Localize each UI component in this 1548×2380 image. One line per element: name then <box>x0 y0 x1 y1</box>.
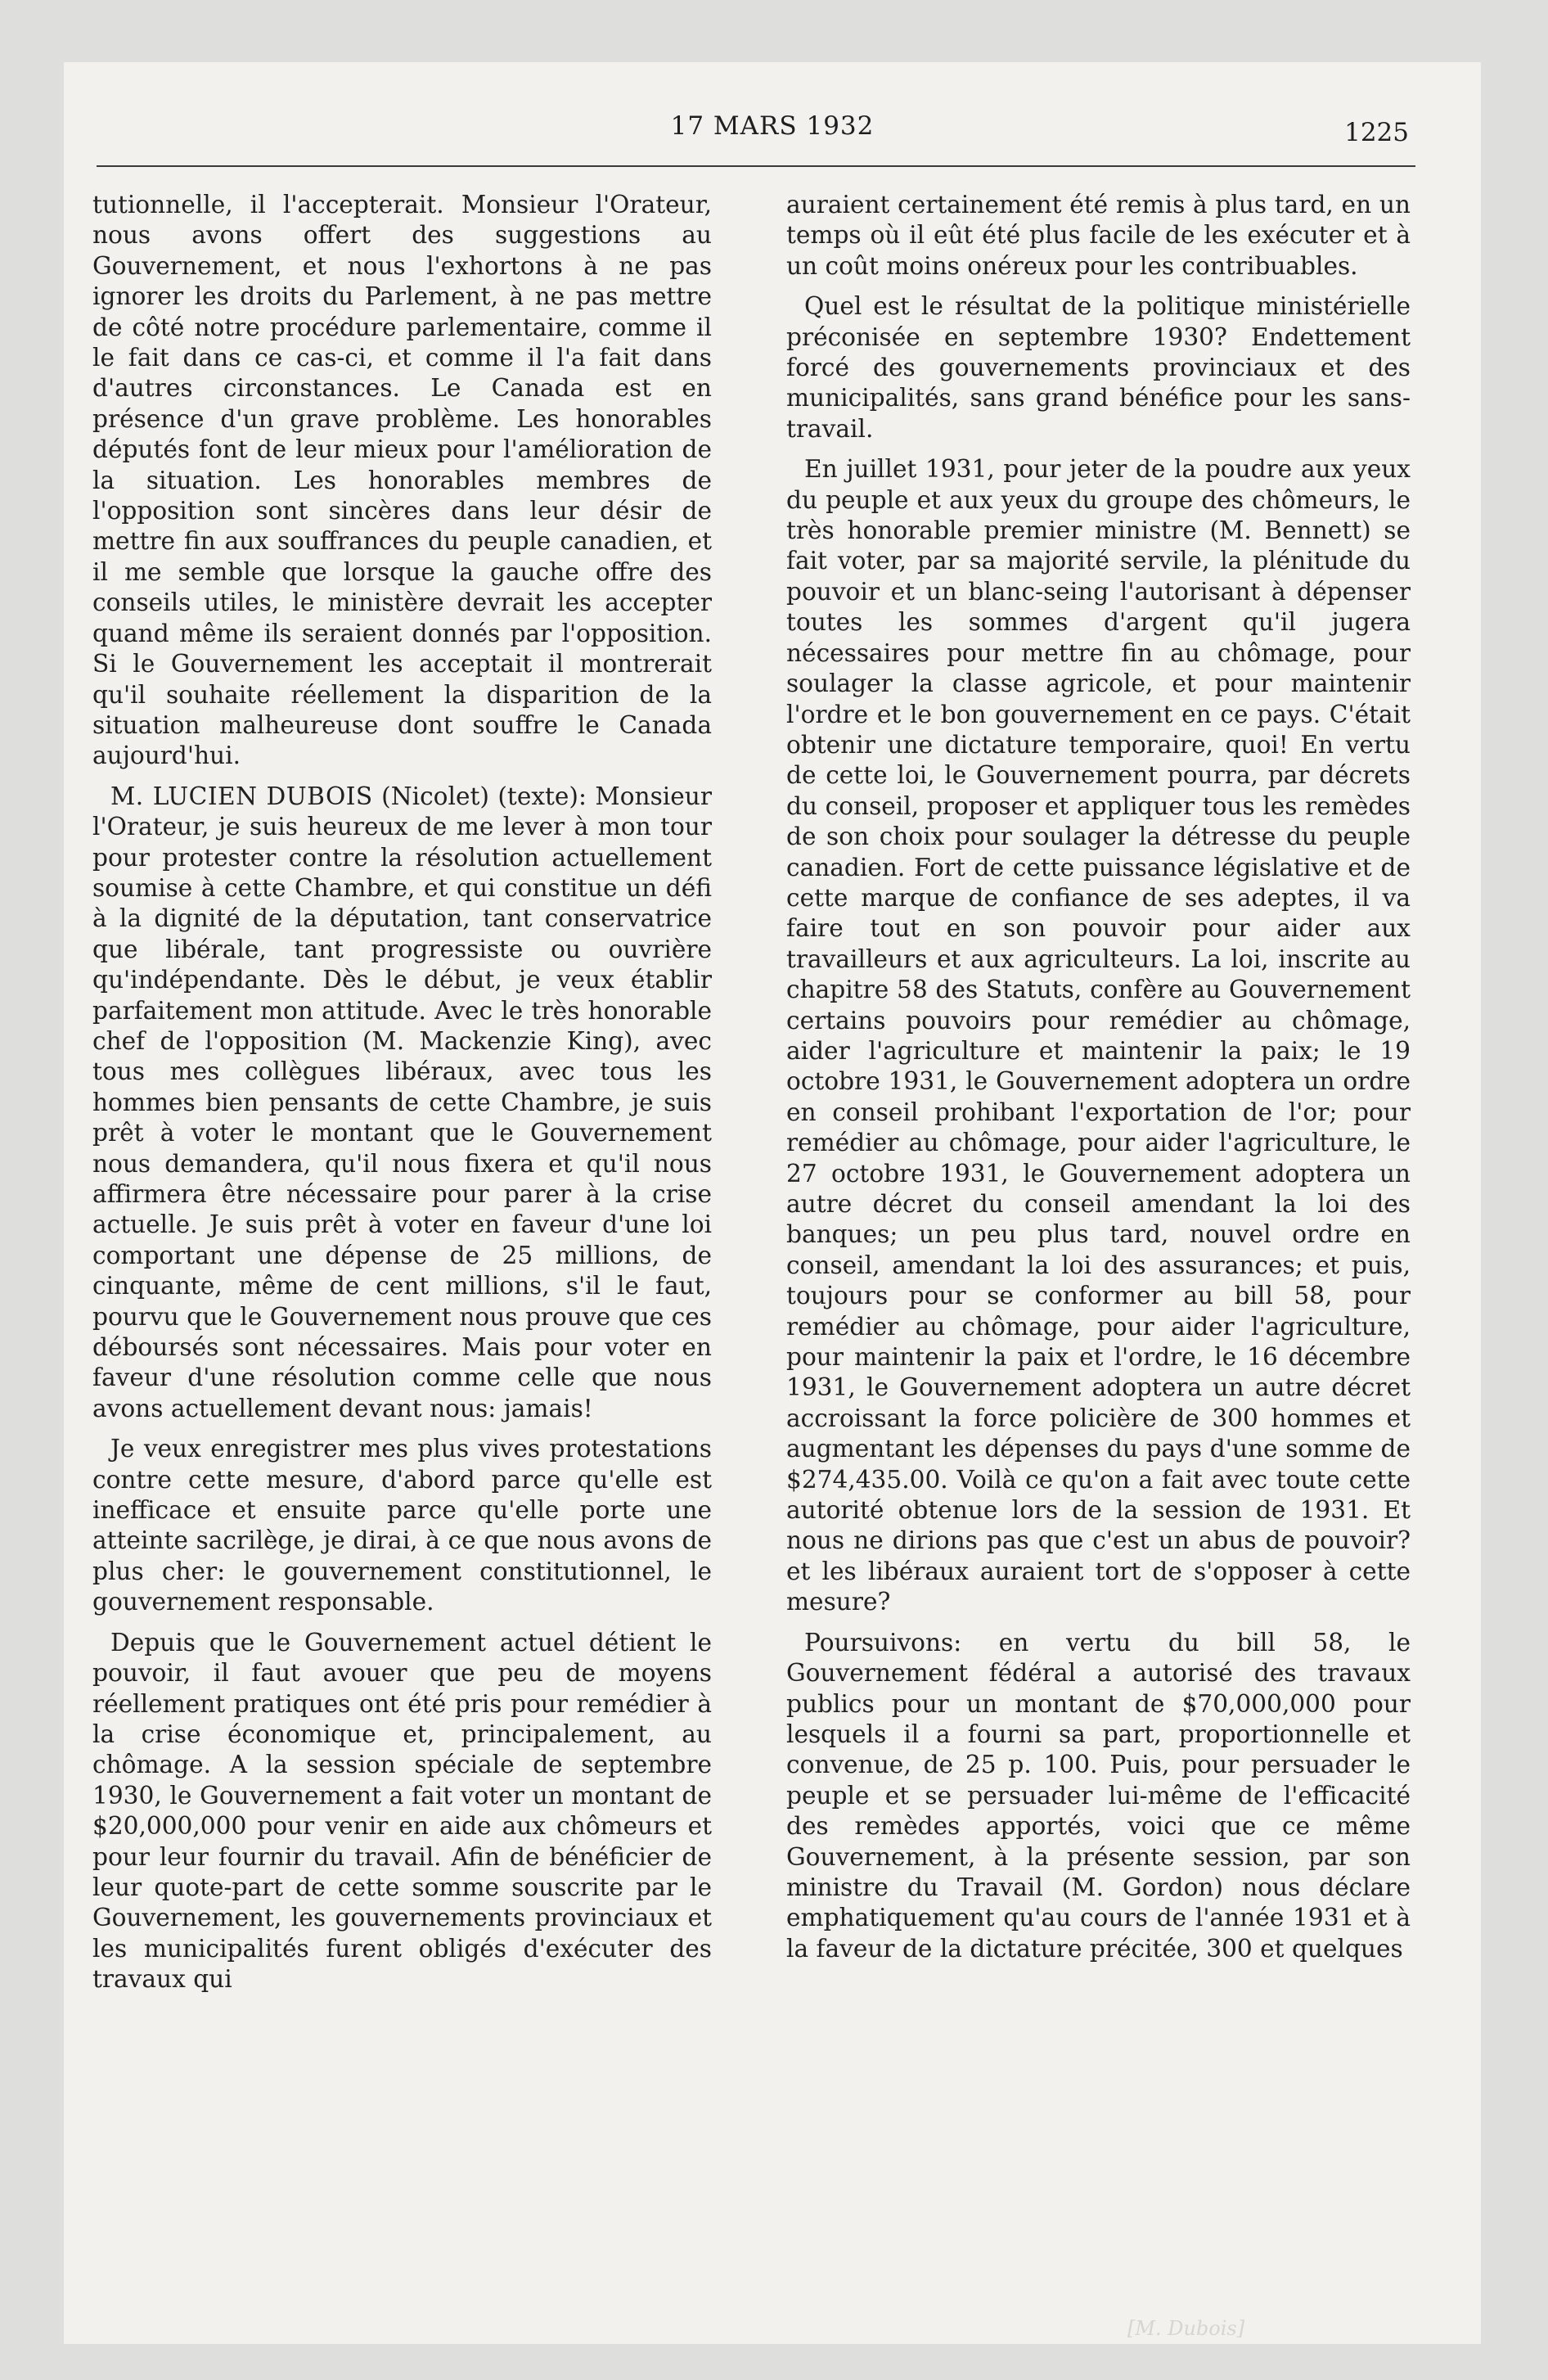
left-paragraph-1: tutionnelle, il l'accepterait. Monsieur l'Orateur, nous avons offert des suggestions au Gouvernement, et nous l'exhortons à ne pas ignorer les droits du Parlement, à ne pas mettre de côté notre procédure parlementaire, comme il le fait dans ce cas-ci, et comme il l'a fait dans d'autres circonstances. Le Canada est en présence d'un grave problème. Les honorables députés font de leur mieux pour l'amélioration de la situation. Les honorables membres de l'opposition sont sincères dans leur désir de mettre fin aux souffrances du peuple canadien, et il me semble que lorsque la gauche offre des conseils utiles, le ministère devrait les accepter quand même ils seraient donnés par l'opposition. Si le Gouvernement les acceptait il montrerait qu'il souhaite réellement la disparition de la situation malheureuse dont souffre le Canada aujourd'hui. <box>92 191 712 770</box>
page-header <box>64 62 1481 160</box>
left-column <box>92 190 712 2285</box>
right-paragraph-2: Quel est le résultat de la politique ministérielle préconisée en septembre 1930? Endettement forcé des gouvernements provinciaux et des municipalités, sans grand bénéfice pour les sans-travail. <box>786 292 1411 443</box>
header-rule <box>97 165 1415 167</box>
right-paragraph-1: auraient certainement été remis à plus tard, en un temps où il eût été plus facile de les exécuter et à un coût moins onéreux pour les contribuables. <box>786 191 1411 280</box>
speech-text: (Nicolet) (texte): Monsieur l'Orateur, je suis heureux de me lever à mon tour pour protester contre la résolution actuellement soumise à cette Chambre, et qui constitue un défi à la dignité de la députation, tant conservatrice que libérale, tant progressiste ou ouvrière qu'indépendante. Dès le début, je veux établir parfaitement mon attitude. Avec le très honorable chef de l'opposition (M. Mackenzie King), avec tous mes collègues libéraux, avec tous les hommes bien pensants de cette Chambre, je suis prêt à voter le montant que le Gouvernement nous demandera, qu'il nous fixera et qu'il nous affirmera être nécessaire pour parer à la crise actuelle. Je suis prêt à voter en faveur d'une loi comportant une dépense de 25 millions, de cinquante, même de cent millions, s'il le faut, pourvu que le Gouvernement nous prouve que ces déboursés sont nécessaires. Mais pour voter en faveur d'une résolution comme celle que nous avons actuellement devant nous: jamais! <box>92 782 712 1422</box>
speaker-name: M. LUCIEN DUBOIS <box>110 782 373 810</box>
left-paragraph-3: Je veux enregistrer mes plus vives protestations contre cette mesure, d'abord parce qu'elle est inefficace et ensuite parce qu'elle porte une atteinte sacrilège, je dirai, à ce que nous avons de plus cher: le gouvernement constitutionnel, le gouvernement responsable. <box>92 1435 712 1616</box>
page <box>64 62 1481 2344</box>
right-paragraph-3: En juillet 1931, pour jeter de la poudre aux yeux du peuple et aux yeux du groupe des chômeurs, le très honorable premier ministre (M. Bennett) se fait voter, par sa majorité servile, la plénitude du pouvoir et un blanc-seing l'autorisant à dépenser toutes les sommes d'argent qu'il jugera nécessaires pour mettre fin au chômage, pour soulager la classe agricole, et pour maintenir l'ordre et le bon gouvernement en ce pays. C'était obtenir une dictature temporaire, quoi! En vertu de cette loi, le Gouvernement pourra, par décrets du conseil, proposer et appliquer tous les remèdes de son choix pour soulager la détresse du peuple canadien. Fort de cette puissance législative et de cette marque de confiance de ses adeptes, il va faire tout en son pouvoir pour aider aux travailleurs et aux agriculteurs. La loi, inscrite au chapitre 58 des Statuts, confère au Gouvernement certains pouvoirs pour remédier au chômage, aider l'agriculture et maintenir la paix; le 19 octobre 1931, le Gouvernement adoptera un ordre en conseil prohibant l'exportation de l'or; pour remédier au chômage, pour aider l'agriculture, le 27 octobre 1931, le Gouvernement adoptera un autre décret du conseil amendant la loi des banques; un peu plus tard, nouvel ordre en conseil, amendant la loi des assurances; et puis, toujours pour se conformer au bill 58, pour remédier au chômage, pour aider l'agriculture, pour maintenir la paix et l'ordre, le 16 décembre 1931, le Gouvernement adoptera un autre décret accroissant la force policière de 300 hommes et augmentant les dépenses du pays d'une somme de $274,435.00. Voilà ce qu'on a fait avec toute cette autorité obtenue lors de la session de 1931. Et nous ne dirions pas que c'est un abus de pouvoir? et les libéraux auraient tort de s'opposer à cette mesure? <box>786 455 1411 1616</box>
left-paragraph-4: Depuis que le Gouvernement actuel détient le pouvoir, il faut avouer que peu de moyens réellement pratiques ont été pris pour remédier à la crise économique et, principalement, au chômage. A la session spéciale de septembre 1930, le Gouvernement a fait voter un montant de $20,000,000 pour venir en aide aux chômeurs et pour leur fournir du travail. Afin de bénéficier de leur quote-part de cette somme souscrite par le Gouvernement, les gouvernements provinciaux et les municipalités furent obligés d'exécuter des travaux qui <box>92 1628 712 1994</box>
left-paragraph-2 <box>92 782 712 1425</box>
running-footer-note: [M. Dubois] <box>1127 2317 1245 2340</box>
page-number: 1225 <box>1344 118 1409 147</box>
right-column <box>786 190 1411 2285</box>
header-date: 17 MARS 1932 <box>670 111 875 141</box>
right-paragraph-4: Poursuivons: en vertu du bill 58, le Gouvernement fédéral a autorisé des travaux publics pour un montant de $70,000,000 pour lesquels il a fourni sa part, proportionnelle et convenue, de 25 p. 100. Puis, pour persuader le peuple et se persuader lui-même de l'efficacité des remèdes apportés, voici que ce même Gouvernement, à la présente session, par son ministre du Travail (M. Gordon) nous déclare emphatiquement qu'au cours de l'année 1931 et à la faveur de la dictature précitée, 300 et quelques <box>786 1628 1411 1963</box>
